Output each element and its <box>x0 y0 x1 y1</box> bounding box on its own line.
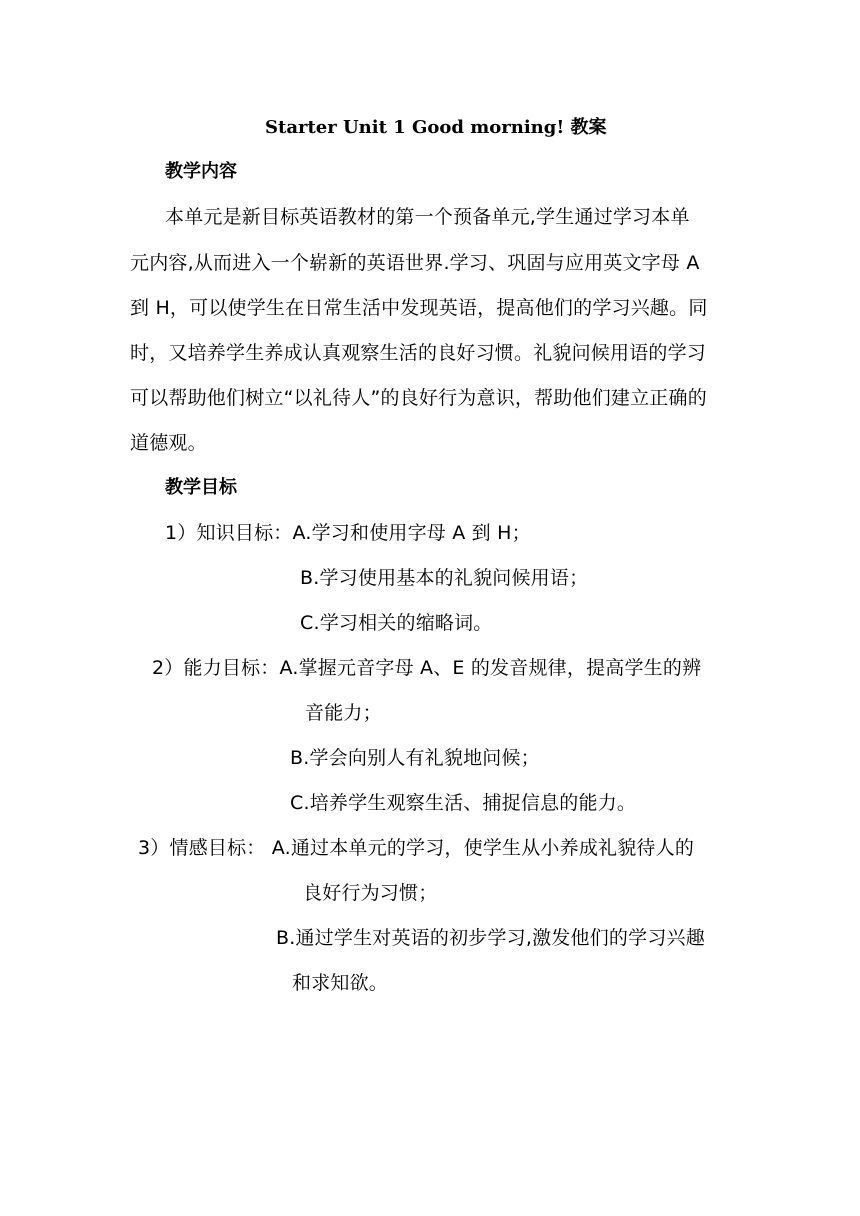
section-heading-content: 教学内容 <box>165 161 237 182</box>
paragraph-line: 到 H，可以使学生在日常生活中发现英语，提高他们的学习兴趣。同 <box>130 297 708 319</box>
objective-line: 和求知欲。 <box>292 972 389 994</box>
paragraph-line: 元内容,从而进入一个崭新的英语世界.学习、巩固与应用英文字母 A <box>130 252 700 274</box>
objective-line: B.通过学生对英语的初步学习,激发他们的学习兴趣 <box>276 927 705 949</box>
document-title: Starter Unit 1 Good morning! 教案 <box>265 117 607 138</box>
objective-line: B.学习使用基本的礼貌问候用语； <box>300 567 589 589</box>
objective-line: 音能力； <box>305 702 382 724</box>
paragraph-line: 可以帮助他们树立“以礼待人”的良好行为意识，帮助他们建立正确的 <box>130 387 707 409</box>
objective-line: C.学习相关的缩略词。 <box>300 612 493 634</box>
objective-line: B.学会向别人有礼貌地问候； <box>290 747 540 769</box>
objective-line: C.培养学生观察生活、捕捉信息的能力。 <box>290 792 637 814</box>
section-heading-objectives: 教学目标 <box>165 477 237 498</box>
objective-line: 1）知识目标：A.学习和使用字母 A 到 H； <box>165 522 531 544</box>
paragraph-line: 时，又培养学生养成认真观察生活的良好习惯。礼貌问候用语的学习 <box>130 342 707 364</box>
objective-line: 3）情感目标： A.通过本单元的学习，使学生从小养成礼貌待人的 <box>138 837 695 859</box>
paragraph-line: 本单元是新目标英语教材的第一个预备单元,学生通过学习本单 <box>165 206 690 228</box>
paragraph-line: 道德观。 <box>130 432 207 454</box>
objective-line: 2）能力目标：A.掌握元音字母 A、E 的发音规律，提高学生的辨 <box>152 657 702 679</box>
objective-line: 良好行为习惯； <box>303 882 438 904</box>
